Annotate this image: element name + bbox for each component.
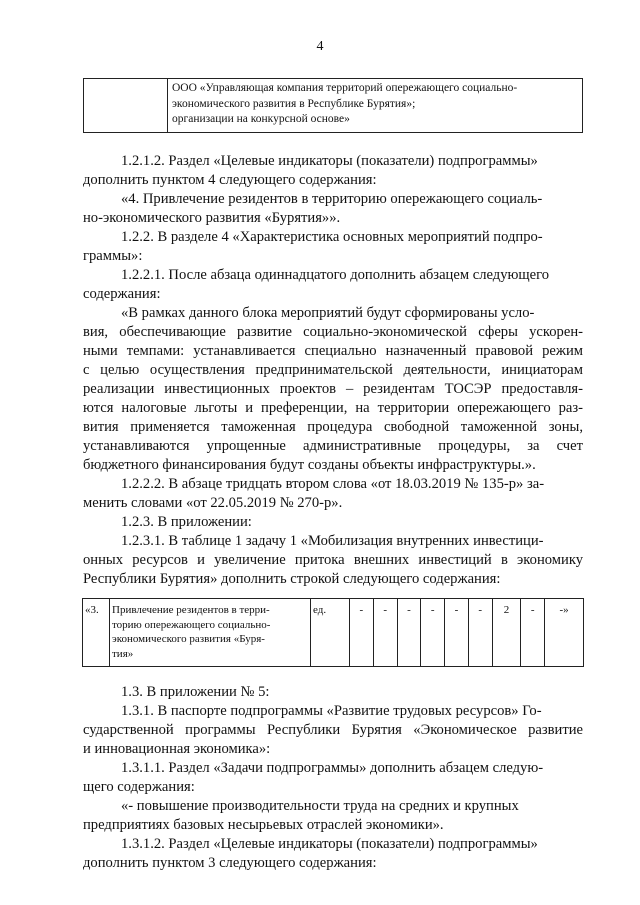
text-line: 1.3. В приложении № 5: — [121, 684, 270, 700]
indicator-line: экономического развития «Буря- — [112, 633, 265, 645]
unit-cell: ед. — [311, 599, 350, 667]
page-number: 4 — [316, 39, 324, 54]
text-line: 1.3.1. В паспорте подпрограммы «Развитие трудовых ресурсов» Го- — [121, 703, 542, 719]
task-table-row — [82, 598, 584, 667]
text-line: 1.2.2.1. После абзаца одиннадцатого дополнить абзацем следующего — [121, 267, 550, 283]
indicator-line: торию опережающего социально- — [112, 618, 271, 631]
value-cell: - — [350, 599, 374, 667]
text-line: вития применяется таможенная процедура свободной таможенной зоны, — [83, 419, 583, 435]
value-cell: - — [421, 599, 445, 667]
row-number-cell: «3. — [83, 599, 110, 667]
text-line: дополнить пунктом 4 следующего содержания: — [83, 172, 377, 188]
text-line: содержания: — [83, 286, 161, 302]
indicator-line: тия» — [112, 647, 134, 660]
indicator-name-cell — [110, 599, 311, 667]
table-cell-line: ООО «Управляющая компания территорий опережающего социально- — [172, 82, 518, 94]
text-line: ными темпами: устанавливается специально назначенный правовой режим — [83, 343, 583, 359]
indicator-line: Привлечение резидентов в терри- — [112, 604, 270, 616]
text-line: 1.3.1.1. Раздел «Задачи подпрограммы» дополнить абзацем следую- — [121, 760, 544, 776]
text-line: щего содержания: — [83, 779, 195, 795]
text-line: 1.3.1.2. Раздел «Целевые индикаторы (показатели) подпрограммы» — [121, 836, 538, 852]
text-line: Республики Бурятия» дополнить строкой следующего содержания: — [83, 571, 501, 587]
text-line: бюджетного финансирования будут созданы объекты инфраструктуры.». — [83, 457, 536, 473]
text-line: предприятиях базовых несырьевых отраслей экономики». — [83, 817, 444, 833]
text-line: реализации инвестиционных проектов – резидентам ТОСЭР предоставля- — [83, 381, 583, 397]
text-line: и инновационная экономика»: — [83, 741, 271, 757]
table-cell-line: организации на конкурсной основе» — [172, 113, 350, 125]
text-line: граммы»: — [83, 248, 143, 264]
text-line: с целью осуществления предпринимательской деятельности, инициаторам — [83, 362, 583, 378]
text-line: дополнить пунктом 3 следующего содержания: — [83, 855, 377, 871]
table-empty-cell — [84, 79, 168, 133]
table-cell-line: экономического развития в Республике Бурятия»; — [172, 97, 416, 110]
table-text-cell — [168, 79, 583, 133]
preceding-table-fragment — [83, 78, 583, 133]
text-line: 1.2.2.2. В абзаце тридцать втором слова «от 18.03.2019 № 135-р» за- — [121, 476, 545, 492]
text-line: 1.2.1.2. Раздел «Целевые индикаторы (показатели) подпрограммы» — [121, 153, 538, 169]
text-line: 1.2.2. В разделе 4 «Характеристика основных мероприятий подпро- — [121, 229, 543, 245]
text-line: сударственной программы Республики Бурятия «Экономическое развитие — [83, 722, 583, 738]
text-line: вия, обеспечивающие развитие социально-экономической сферы ускорен- — [83, 324, 583, 340]
text-line: «- повышение производительности труда на средних и крупных — [121, 798, 519, 814]
value-cell: - — [468, 599, 492, 667]
text-line: но-экономического развития «Бурятия»». — [83, 210, 341, 226]
text-line: 1.2.3. В приложении: — [121, 514, 252, 530]
text-line: «4. Привлечение резидентов в территорию опережающего социаль- — [121, 191, 543, 207]
text-line: устанавливаются упрощенные административные процедуры, за счет — [83, 438, 583, 454]
value-cell: - — [397, 599, 421, 667]
value-cell: 2 — [492, 599, 521, 667]
value-cell: - — [521, 599, 545, 667]
text-line: менить словами «от 22.05.2019 № 270-р». — [83, 495, 343, 511]
value-cell: - — [445, 599, 469, 667]
text-line: ются налоговые льготы и преференции, на территории опережающего раз- — [83, 400, 583, 416]
value-cell: - — [373, 599, 397, 667]
text-line: онных ресурсов и увеличение притока внешних инвестиций в экономику — [83, 552, 583, 568]
value-cell: -» — [545, 599, 584, 667]
text-line: «В рамках данного блока мероприятий будут сформированы усло- — [121, 305, 535, 321]
text-line: 1.2.3.1. В таблице 1 задачу 1 «Мобилизация внутренних инвестици- — [121, 533, 544, 549]
